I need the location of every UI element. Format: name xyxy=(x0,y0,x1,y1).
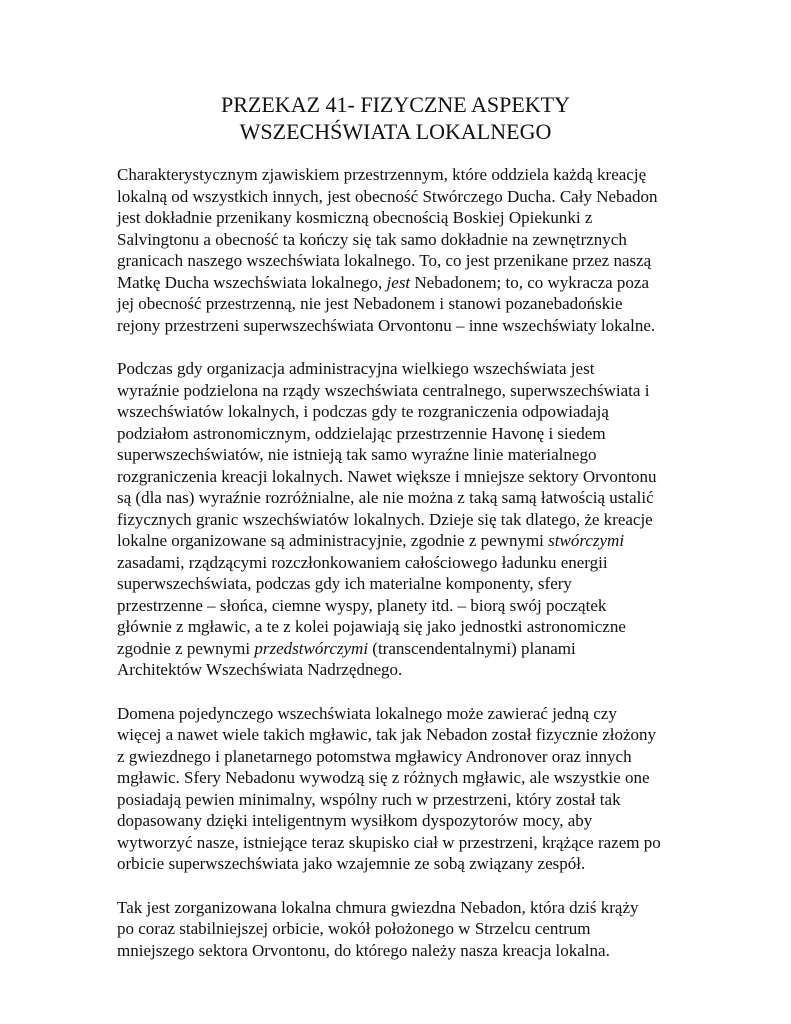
text-segment: Architektów Wszechświata Nadrzędnego. xyxy=(117,660,403,679)
text-segment: Salvingtonu a obecność ta kończy się tak samo dokładnie na zewnętrznych xyxy=(117,229,627,249)
text-segment: Nebadonem; to, co wykracza poza xyxy=(410,272,649,292)
text-line xyxy=(117,293,697,315)
text-line xyxy=(117,746,697,768)
text-segment: więcej a nawet wiele takich mgławic, tak jak Nebadon został fizycznie złożony xyxy=(117,725,657,744)
text-line xyxy=(117,659,697,681)
text-line xyxy=(117,853,697,875)
text-line xyxy=(117,401,697,423)
text-segment: mniejszego sektora Orvontonu, do którego należy nasza kreacja lokalna. xyxy=(117,940,610,960)
text-segment: (transcendentalnymi) planami xyxy=(368,638,576,658)
title-line-2: WSZECHŚWIATA LOKALNEGO xyxy=(239,119,552,144)
text-segment: posiadają pewien minimalny, wspólny ruch w przestrzeni, który został tak xyxy=(117,789,621,809)
text-segment: przestrzenne – słońca, ciemne wyspy, planety itd. – biorą swój początek xyxy=(117,595,607,615)
text-segment: Charakterystycznym zjawiskiem przestrzennym, które oddziela każdą kreację xyxy=(117,165,647,184)
text-line xyxy=(117,703,697,725)
text-line xyxy=(117,573,697,595)
text-segment: Matkę Ducha wszechświata lokalnego, xyxy=(117,272,387,292)
text-segment: lokalną od wszystkich innych, jest obecność Stwórczego Ducha. Cały Nebadon xyxy=(117,186,658,206)
text-line xyxy=(117,595,697,617)
text-segment: lokalne organizowane są administracyjnie, zgodnie z pewnymi xyxy=(117,531,549,550)
text-line xyxy=(117,380,697,402)
text-segment: orbicie superwszechświata jako wzajemnie ze sobą związany zespół. xyxy=(117,854,586,873)
text-line xyxy=(117,918,697,940)
text-segment: są (dla nas) wyraźnie rozróżnialne, ale nie można z taką samą łatwością ustalić xyxy=(117,488,654,507)
text-segment: wyraźnie podzielona na rządy wszechświata centralnego, superwszechświata i xyxy=(117,380,650,400)
text-line xyxy=(117,767,697,789)
text-line xyxy=(117,810,697,832)
text-segment: Podczas gdy organizacja administracyjna wielkiego wszechświata jest xyxy=(117,359,595,378)
text-line xyxy=(117,423,697,445)
text-segment: jest dokładnie przenikany kosmiczną obecnością Boskiej Opiekunki z xyxy=(117,208,593,227)
body-paragraph xyxy=(117,703,697,875)
italic-text: stwórczymi xyxy=(548,531,625,550)
text-segment: wszechświatów lokalnych, i podczas gdy te rozgraniczenia odpowiadają xyxy=(117,402,609,421)
text-line xyxy=(117,207,697,229)
text-line xyxy=(117,530,697,552)
text-segment: dopasowany dzięki inteligentnym wysiłkom dyspozytorów mocy, aby xyxy=(117,811,593,830)
text-line xyxy=(117,616,697,638)
text-line xyxy=(117,940,697,962)
text-line xyxy=(117,724,697,746)
body-paragraph xyxy=(117,164,697,336)
text-segment: z gwiezdnego i planetarnego potomstwa mgławicy Andronover oraz innych xyxy=(117,746,632,766)
body-paragraph xyxy=(117,897,697,962)
text-segment: jej obecność przestrzenną, nie jest Nebadonem i stanowi pozanebadońskie xyxy=(117,294,623,313)
text-line xyxy=(117,358,697,380)
text-line xyxy=(117,444,697,466)
text-segment: podziałom astronomicznym, oddzielając przestrzennie Havonę i siedem xyxy=(117,423,606,443)
text-segment: Domena pojedynczego wszechświata lokalnego może zawierać jedną czy xyxy=(117,703,617,723)
text-segment: głównie z mgławic, a te z kolei pojawiają się jako jednostki astronomiczne xyxy=(117,617,626,636)
text-line xyxy=(117,487,697,509)
text-line xyxy=(117,272,697,294)
text-line xyxy=(117,164,697,186)
text-line xyxy=(117,832,697,854)
italic-text: przedstwórczymi xyxy=(254,638,369,658)
text-segment: po coraz stabilniejszej orbicie, wokół położonego w Strzelcu centrum xyxy=(117,919,591,938)
text-segment: superwszechświata, podczas gdy ich materialne komponenty, sfery xyxy=(117,574,572,593)
text-line xyxy=(117,509,697,531)
text-segment: fizycznych granic wszechświatów lokalnych. Dzieje się tak dlatego, że kreacje xyxy=(117,509,653,529)
title-line-1: PRZEKAZ 41- FIZYCZNE ASPEKTY xyxy=(221,92,570,117)
text-line xyxy=(117,897,697,919)
text-segment: zgodnie z pewnymi xyxy=(117,638,255,658)
text-line xyxy=(117,466,697,488)
text-line xyxy=(117,638,697,660)
text-segment: granicach naszego wszechświata lokalnego. To, co jest przenikane przez naszą xyxy=(117,251,652,270)
text-segment: mgławic. Sfery Nebadonu wywodzą się z różnych mgławic, ale wszystkie one xyxy=(117,768,650,787)
document-body xyxy=(117,164,697,983)
text-line xyxy=(117,186,697,208)
text-segment: zasadami, rządzącymi rozczłonkowaniem całościowego ładunku energii xyxy=(117,552,608,572)
text-line xyxy=(117,552,697,574)
text-segment: wytworzyć nasze, istniejące teraz skupisko ciał w przestrzeni, krążące razem po xyxy=(117,832,661,852)
page-title xyxy=(0,91,791,145)
italic-text: jest xyxy=(386,272,411,292)
text-line xyxy=(117,229,697,251)
body-paragraph xyxy=(117,358,697,681)
text-line xyxy=(117,250,697,272)
text-line xyxy=(117,315,697,337)
text-segment: Tak jest zorganizowana lokalna chmura gwiezdna Nebadon, która dziś krąży xyxy=(117,897,639,917)
text-segment: superwszechświatów, nie istnieją tak samo wyraźne linie materialnego xyxy=(117,445,597,464)
text-segment: rejony przestrzeni superwszechświata Orvontonu – inne wszechświaty lokalne. xyxy=(117,315,656,335)
text-segment: rozgraniczenia kreacji lokalnych. Nawet większe i mniejsze sektory Orvontonu xyxy=(117,466,657,486)
text-line xyxy=(117,789,697,811)
